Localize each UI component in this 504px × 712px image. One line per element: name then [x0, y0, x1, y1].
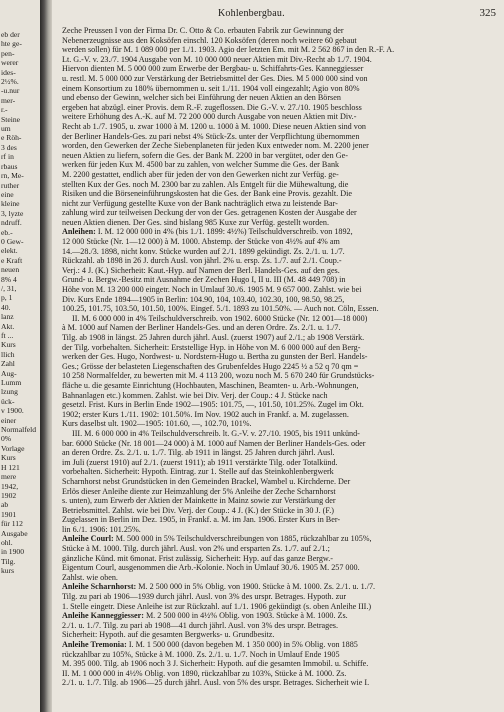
- text-line: Hiervon dienten M. 5 000 000 zum Erwerbe der Bergbau- u. Schiffahrts-Ges. Kanneggiesser: [62, 64, 364, 74]
- text-line: M. 395 000. Tilg. ab 1906 noch 3 J. Sicherheit: Hypoth. auf die gesamten Immobil. u. Schiffe.: [62, 659, 369, 669]
- bond-subsection: [62, 429, 496, 535]
- text-line: Grund- u. Bergw.-Besitz mit Ausnahme der Zechen Hugo I, II u. III (M. 48 449 708) in: [62, 275, 346, 285]
- text-line: werken der Ges. Hugo, Nordwest- u. Nordstern-Hugo u. Bertha zu gunsten der Berl. Handels-: [62, 352, 368, 362]
- text-line: Sicherheit: Hypoth. auf die gesamten Bergwerks- u. Grundbesitz.: [62, 630, 275, 640]
- adjacent-page-line: einer: [1, 415, 17, 425]
- text-line: Risiken und die Börseneinführungskosten hat die Ges. der Bank eine Provis. gezahlt. Die: [62, 189, 352, 199]
- adjacent-page-line: eb der: [1, 30, 20, 39]
- bond-section: [62, 227, 496, 313]
- page-header: [52, 0, 504, 22]
- adjacent-page-line: p, 1: [1, 293, 13, 303]
- adjacent-page-line: r.-: [1, 105, 8, 115]
- adjacent-page-line: 1942,: [1, 481, 19, 491]
- section-heading: Anleihe Tremonia:: [62, 640, 127, 649]
- adjacent-page-line: in 1900: [1, 547, 24, 557]
- adjacent-page-line: 3 des: [1, 142, 17, 152]
- adjacent-page-line: neuen: [1, 265, 20, 275]
- adjacent-page-line: hte ge-: [1, 39, 22, 49]
- adjacent-page-line: v 1900.: [1, 406, 24, 416]
- text-line: M. 2200 gestattet, endlich aber für jeden der von den Gewerken nicht zur Verfüg. ge-: [62, 169, 339, 179]
- adjacent-page-line: Vorlage: [1, 443, 25, 453]
- text-line: der Tilg. vorbehalten. Sicherheit: Erststellige Hyp. in Höhe von M. 6 000 000 auf den Berg-: [62, 342, 361, 352]
- section-heading: Anleihen:: [62, 227, 96, 237]
- adjacent-page-line: pen-: [1, 48, 15, 58]
- adjacent-page-line: mer-: [1, 95, 16, 105]
- book-gutter: [40, 0, 52, 712]
- page-number: 325: [479, 7, 496, 19]
- adjacent-page-line: 3, lyzte: [1, 208, 24, 218]
- book-page: [52, 0, 504, 712]
- adjacent-page-line: e Kraft: [1, 255, 23, 265]
- text-line: Anleihe Kanneggiesser: M. 2 500 000 in 4½% Oblig. von 1903. Stücke à M. 1000. Zs.: [62, 611, 348, 621]
- adjacent-page-line: 0%: [1, 434, 12, 444]
- text-line: Anleihen: I. M. 12 000 000 in 4% (bis 1./1. 1899: 4½%) Teilschuldverschreib. von 1892,: [62, 227, 353, 237]
- adjacent-page-line: Steine: [1, 114, 20, 124]
- text-line: à M. 1000 auf Namen der Berliner Handels-Ges. und an deren Ordre. Zs. 2./1. u. 1./7.: [62, 323, 341, 333]
- adjacent-page-text: [0, 0, 40, 576]
- adjacent-page-line: rn, Me-: [1, 171, 24, 181]
- adjacent-page-line: ück-: [1, 396, 15, 406]
- text-line: werden sollen) für M. 1 089 000 per 1./1. 1903. Agio der letzten Em. mit M. 2 562 867 in den R.-F. A.: [62, 45, 395, 55]
- bond-section: [62, 611, 496, 640]
- text-line: Eigentum Courl, ausgenommen die Arb.-Kolonie. Noch in Umlauf 30./6. 1905 M. 257 000.: [62, 563, 360, 573]
- text-line: II. M. 6 000 000 in 4% Teilschuldverschreib. von 1902. 6000 Stücke (Nr. 12 001—18 000): [72, 313, 368, 323]
- adjacent-page-line: ides-: [1, 67, 16, 77]
- adjacent-page-line: 0 Gew-: [1, 236, 24, 246]
- adjacent-page-line: /, 31,: [1, 283, 17, 293]
- text-line: Div. Kurs Ende 1894—1905 in Berlin: 104.90, 104, 103.40, 102.30, 100, 98.50, 98.25,: [62, 294, 345, 304]
- text-line: s. unten), zum Erwerb der Aktien der Mainkette in Mainz sowie zur Verstärkung der: [62, 496, 336, 506]
- text-line: rückzahlbar zu 105%, Stücke à M. 1000. Zs. 2./1. u. 1./7. Noch in Umlauf Ende 1905: [62, 649, 340, 659]
- text-line: Erlös dieser Anleihe diente zur Heimzahlung der 5% Anleihe der Zeche Scharnhorst: [62, 486, 336, 496]
- adjacent-page-line: ndruff.: [1, 218, 22, 228]
- text-line: Stücke à M. 1000. Tilg. durch jährl. Ausl. von 2% und ersparten Zs. 1./7. auf 2./1.;: [62, 544, 330, 554]
- text-line: worden, den Gewerken der Zeche Siebenplaneten für jeden Kux entweder nom. M. 2200 jener: [62, 141, 369, 151]
- adjacent-page-line: kleine: [1, 199, 20, 209]
- adjacent-page-line: 1902: [1, 490, 17, 500]
- bond-section: [62, 534, 496, 582]
- text-line: Zahlst. wie oben.: [62, 572, 118, 582]
- adjacent-page-line: Lumm: [1, 378, 22, 388]
- text-line: Scharnhorst nebst Grundstücken in den Gemeinden Brackel, Wambel u. Kirchderne. Der: [62, 476, 351, 486]
- adjacent-page-line: Akt.: [1, 321, 15, 331]
- text-line: Tilg. zu pari ab 1906—1939 durch jährl. Ausl. von 3% des urspr. Betrages. Hypoth. zur: [62, 592, 347, 602]
- adjacent-page-line: Ausgabe: [1, 528, 28, 538]
- bond-section: [62, 640, 496, 688]
- adjacent-page-line: 2½%.: [1, 77, 19, 87]
- text-line: der Berliner Handels-Ges. zu pari nebst 4% Stück-Zs. unter der Verpflichtung übernommen: [62, 131, 360, 141]
- text-line: Rückzahl. ab 1898 in 26 J. durch Ausl. von jährl. 2% u. ersp. Zs. 1./7. auf 2./1. Coup.-: [62, 256, 342, 266]
- text-line: Zugelassen in Berlin im Dez. 1905, in Frankf. a. M. im Jan. 1906. Erster Kurs in Ber-: [62, 515, 341, 525]
- adjacent-page-line: rbaus: [1, 161, 18, 171]
- adjacent-page-line: rf in: [1, 152, 14, 162]
- text-line: einem Konsortium zu 180% übernommen u. seit 1./11. 1904 voll eingezahlt; Agio von 80%: [62, 83, 360, 93]
- text-line: Lt. G.-V. v. 23./7. 1904 Ausgabe von M. 10 000 000 neuer Aktien mit Div.-Recht ab 1./7. 1904.: [62, 54, 372, 64]
- text-line: 10 258 Normalfelder, zu bewerten mit M. 4 113 200, wozu noch M. 5 670 240 für Grundstücks-: [62, 371, 375, 381]
- running-head: Kohlenbergbau.: [218, 8, 285, 19]
- adjacent-page-line: lzung: [1, 387, 18, 397]
- adjacent-page-line: eine: [1, 189, 14, 199]
- adjacent-page-line: ruther: [1, 180, 20, 190]
- adjacent-page-line: 1901: [1, 509, 17, 519]
- text-line: 1902; erster Kurs 1./11. 1902: 101.50%. Im Nov. 1902 auch in Frankf. a. M. zugelassen.: [62, 409, 349, 419]
- text-line: stellten Kux der Ges. noch M. 2300 bar zu zahlen. Als Entgelt für die Mühewaltung, die: [62, 179, 349, 189]
- text-line: lin 6./1. 1906: 101.25%.: [62, 524, 141, 534]
- bond-subsection: [62, 314, 496, 429]
- text-line: fläche u. die gesamte Einrichtung (Hochbauten, Maschinen, Beamten- u. Arb.-Wohnungen,: [62, 380, 359, 390]
- adjacent-page-line: werer: [1, 58, 19, 68]
- adjacent-page-line: Normalfeld: [1, 425, 37, 435]
- text-line: nicht zur Verfügung gestellte Kuxe von der Bank nachträglich etwa zu leistende Bar-: [62, 198, 338, 208]
- adjacent-page-line: 8% 4: [1, 274, 17, 284]
- adjacent-page-line: Aug-: [1, 368, 17, 378]
- adjacent-page-line: für 112: [1, 519, 23, 529]
- text-line: werken für jeden Kux M. 4500 bar zu zahlen, von welcher Summe die Ges. der Bank: [62, 160, 340, 170]
- text-line: 2./1. u. 1./7. Tilg. zu pari ab 1908—41 durch jährl. Ausl. von 3% des urspr. Betrages.: [62, 620, 338, 630]
- adjacent-page-line: Kurs: [1, 453, 16, 463]
- adjacent-page-line: elekt.: [1, 246, 18, 256]
- adjacent-page-line: kurs: [1, 566, 15, 576]
- section-heading: Anleihe Scharnhorst:: [62, 582, 137, 592]
- text-line: an deren Ordre. Zs. 2./1. u. 1./7. Tilg. ab 1911 in längst. 25 Jahren durch jährl. Ausl.: [62, 448, 335, 458]
- text-line: Anleihe Scharnhorst: M. 2 500 000 in 5% Oblig. von 1900. Stücke à M. 1000. Zs. 2./1. u. 1./7.: [62, 582, 376, 592]
- text-line: 14.—28./3. 1898, nicht konv. Stücke wurden auf 2./1. 1899 gekündigt. Zs. 2./1. u. 1./7.: [62, 246, 345, 256]
- page-body: [52, 22, 504, 688]
- text-line: im Juli (zuerst 1910) auf 2./1. (zuerst 1911); ab 1911 verstärkte Tilg. oder Totalkünd.: [62, 457, 338, 467]
- text-line: 1. Stelle eingetr. Diese Anleihe ist zur Rückzahl. auf 1./1. 1906 gekündigt (s. oben Anleihe III.): [62, 601, 372, 611]
- text-line: u. restl. M. 5 000 000 zur Verstärkung der Betriebsmittel der Ges. Dies. M 5 000 000 sind von: [62, 73, 368, 83]
- text-line: neuen Aktien dienen. Der Ges. sind bislang 985 Kuxe zur Verfüg. gestellt worden.: [62, 217, 330, 227]
- text-line: vorbehalten. Sicherheit: Hypoth. Eintrag. zur 1. Stelle auf das Steinkohlenbergwerk: [62, 467, 334, 477]
- adjacent-page-line: ohl.: [1, 537, 13, 547]
- text-line: Anleihe Courl: M. 500 000 in 5% Teilschuldverschreibungen von 1885, rückzahlbar zu 105%,: [62, 534, 372, 544]
- text-line: Betriebsmittel. Zahlst. wie bei Div. Verj. der Coup.: 4 J. (K.) der Stücke in 30 J. (F.): [62, 505, 334, 515]
- text-line: 100.25, 101.75, 103.50, 101.50, 100%. Eingef. 5./1. 1893 zu 101.50%. — Auch not. Cöln, Essen.: [62, 304, 379, 314]
- history-paragraph: [62, 26, 496, 227]
- adjacent-page-line: -u.nur: [1, 86, 20, 96]
- text-line: Kurs daselbst ult. 1902—1905: 101.60, —, 102.70, 101%.: [62, 419, 252, 429]
- text-line: III. M. 6 000 000 in 4% Teilschuldverschreib. lt. G.-V. v. 27./10. 1905, bis 1911 unkünd-: [72, 428, 360, 438]
- text-line: bar. 6000 Stücke (Nr. 18 001—24 000) à M. 1000 auf Namen der Berliner Handels-Ges. oder: [62, 438, 366, 448]
- text-line: Verj.: 4 J. (K.) Sicherheit: Kaut.-Hyp. auf Namen der Berl. Handels-Ges. auf den ges.: [62, 265, 340, 275]
- text-line: Anleihe Tremonia: I. M. 1 500 000 (davon begeben M. 1 350 000) in 5% Oblig. von 1885: [62, 640, 358, 649]
- section-heading: Anleihe Kanneggiesser:: [62, 611, 144, 621]
- adjacent-page-line: mere: [1, 472, 17, 482]
- text-line: weitere Erhöhung des A.-K. auf M. 72 200 000 durch Ausgabe von neuen Aktien mit Div.-: [62, 112, 357, 122]
- text-line: zahlung wird zur teilweisen Deckung der von der Ges. getragenen Kosten der Ausgabe der: [62, 208, 357, 218]
- adjacent-page-line: eb.-: [1, 227, 13, 237]
- text-line: Ges.; Grösse der belasteten Liegenschaften des Grubenfeldes Hugo 2245 ½ a 52 q 70 qm =: [62, 361, 359, 371]
- adjacent-page-line: 40.: [1, 302, 11, 312]
- adjacent-page-line: ab: [1, 500, 9, 510]
- adjacent-page-line: lanz: [1, 312, 14, 322]
- bond-section: [62, 582, 496, 611]
- text-line: ergeben hat abzügl. einer Provis. dem R.-F. zugeflossen. Die G.-V. v. 27./10. 1905 beschloss: [62, 102, 362, 112]
- text-line: II. M. 1 000 000 in 4½% Oblig. von 1890, rückzahlbar zu 103%, Stücke à M. 1000. Zs.: [62, 668, 347, 678]
- text-line: Höhe von M. 13 200 000 eingetr. Noch in Umlauf 30./6. 1905 M. 9 657 000. Zahlst. wie bei: [62, 285, 362, 295]
- text-line: neuen Aktien zu liefern, sofern die Ges. der Bank M. 2200 in bar vergütet, oder den Ge-: [62, 150, 348, 160]
- adjacent-page-line: um: [1, 124, 11, 134]
- adjacent-page-line: H 121: [1, 462, 20, 472]
- text-line: gänzliche Künd. mit 6monat. Frist zulässig. Sicherheit: Hyp. auf das ganze Bergw.-: [62, 553, 333, 563]
- text-line: Zeche Preussen I von der Firma Dr. C. Otto & Co. erbauten Fabrik zur Gewinnung der: [62, 26, 344, 35]
- adjacent-page-line: llich: [1, 349, 15, 359]
- text-line: Bahnanlagen etc.) kommen. Zahlst. wie bei Div. Verj. der Coup.: 4 J. Stücke nach: [62, 390, 328, 400]
- text-line: und ebenso der Gewinn, welcher sich bei Einführung der neuen Aktien an den Börsen: [62, 93, 341, 103]
- adjacent-page-line: e Röh-: [1, 133, 22, 143]
- adjacent-page-line: Zahl: [1, 359, 15, 369]
- text-line: 2./1. u. 1./7. Tilg. ab 1906—25 durch jährl. Ausl. von 5% des urspr. Betrages. Sicherheit wie I.: [62, 678, 370, 688]
- text-line: gesetzl. Frist. Kurs in Berlin Ende 1902—1905: 101.75, —, 101.50, 101.25%. Zugel im Okt.: [62, 400, 364, 410]
- text-line: 12 000 Stücke (Nr. 1—12 000) à M. 1000. Abstemp. der Stücke von 4½% auf 4% am: [62, 237, 340, 247]
- adjacent-page-line: ft ...: [1, 331, 14, 340]
- text-line: Nebenerzeugnisse aus den Koksöfen einschl. 120 Koksöfen (deren noch weitere 60 gebaut: [62, 35, 357, 45]
- adjacent-page-edge: [0, 0, 40, 712]
- adjacent-page-line: Kurs: [1, 340, 16, 350]
- text-line: Recht ab 1./7. 1905, u. zwar 1000 à M. 1200 u. 1000 à M. 1000. Diese neuen Aktien sind von: [62, 121, 366, 131]
- text-line: Tilg. ab 1908 in längst. 25 Jahren durch jährl. Ausl. (zuerst 1907) auf 2./1.; ab 1908 Verstärk.: [62, 333, 365, 342]
- adjacent-page-line: Tilg.: [1, 556, 16, 566]
- section-heading: Anleihe Courl:: [62, 534, 114, 544]
